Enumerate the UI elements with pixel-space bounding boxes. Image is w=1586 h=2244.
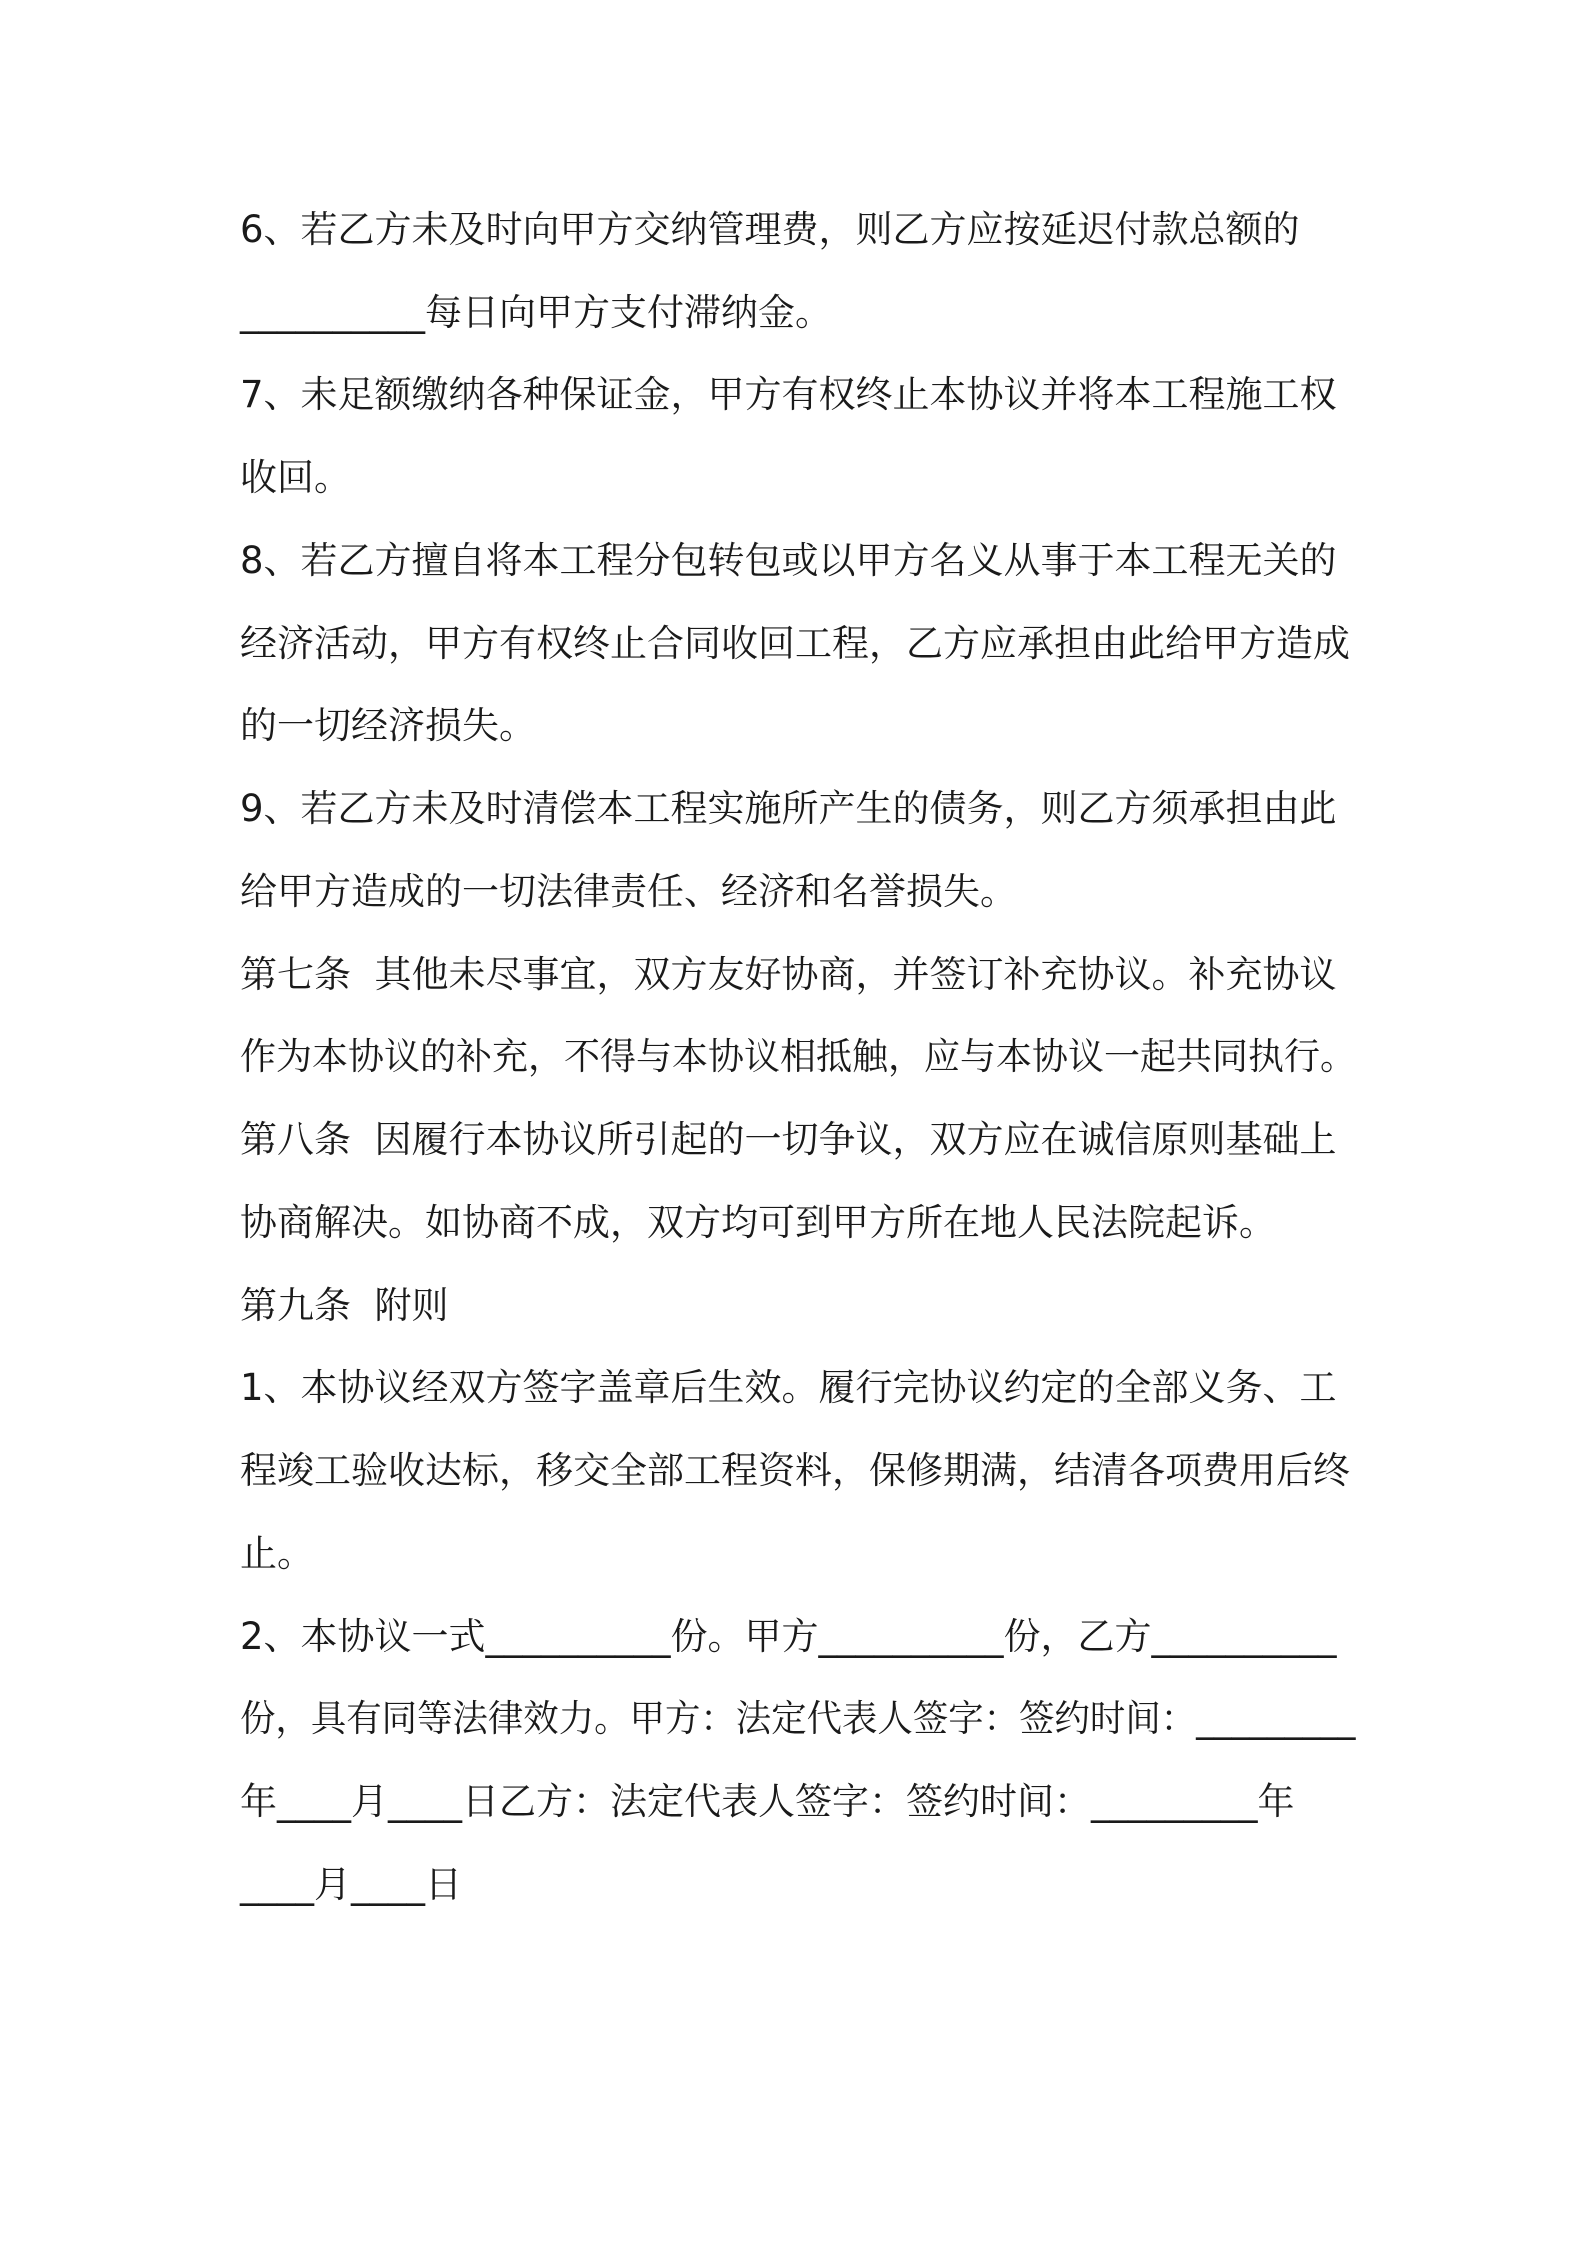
text-line: 经济活动，甲方有权终止合同收回工程，乙方应承担由此给甲方造成 — [240, 622, 1350, 665]
text-line: 第七条 其他未尽事宜，双方友好协商，并签订补充协议。补充协议 — [240, 953, 1337, 996]
text-line: 2、本协议一式__________份。甲方__________份，乙方__________ — [240, 1615, 1337, 1658]
text-line: 8、若乙方擅自将本工程分包转包或以甲方名义从事于本工程无关的 — [240, 539, 1337, 582]
text-line: 第九条 附则 — [240, 1284, 449, 1327]
text-line: 年____月____日乙方：法定代表人签字：签约时间：_________年 — [240, 1780, 1295, 1823]
text-line: 作为本协议的补充，不得与本协议相抵触，应与本协议一起共同执行。 — [240, 1035, 1357, 1078]
text-line: 收回。 — [240, 456, 351, 499]
text-line: 协商解决。如协商不成，双方均可到甲方所在地人民法院起诉。 — [240, 1201, 1276, 1244]
text-line: 的一切经济损失。 — [240, 704, 536, 747]
text-line: 份，具有同等法律效力。甲方：法定代表人签字：签约时间：_________ — [240, 1697, 1356, 1740]
text-line: 9、若乙方未及时清偿本工程实施所产生的债务，则乙方须承担由此 — [240, 787, 1337, 830]
text-line: 7、未足额缴纳各种保证金，甲方有权终止本协议并将本工程施工权 — [240, 373, 1337, 416]
text-line: 1、本协议经双方签字盖章后生效。履行完协议约定的全部义务、工 — [240, 1366, 1337, 1409]
text-line: __________每日向甲方支付滞纳金。 — [240, 291, 832, 334]
text-line: 第八条 因履行本协议所引起的一切争议，双方应在诚信原则基础上 — [240, 1118, 1337, 1161]
text-line: ____月____日 — [240, 1863, 462, 1906]
text-line: 给甲方造成的一切法律责任、经济和名誉损失。 — [240, 870, 1017, 913]
text-line: 6、若乙方未及时向甲方交纳管理费，则乙方应按延迟付款总额的 — [240, 208, 1300, 251]
text-line: 止。 — [240, 1532, 314, 1575]
text-line: 程竣工验收达标，移交全部工程资料，保修期满，结清各项费用后终 — [240, 1449, 1350, 1492]
